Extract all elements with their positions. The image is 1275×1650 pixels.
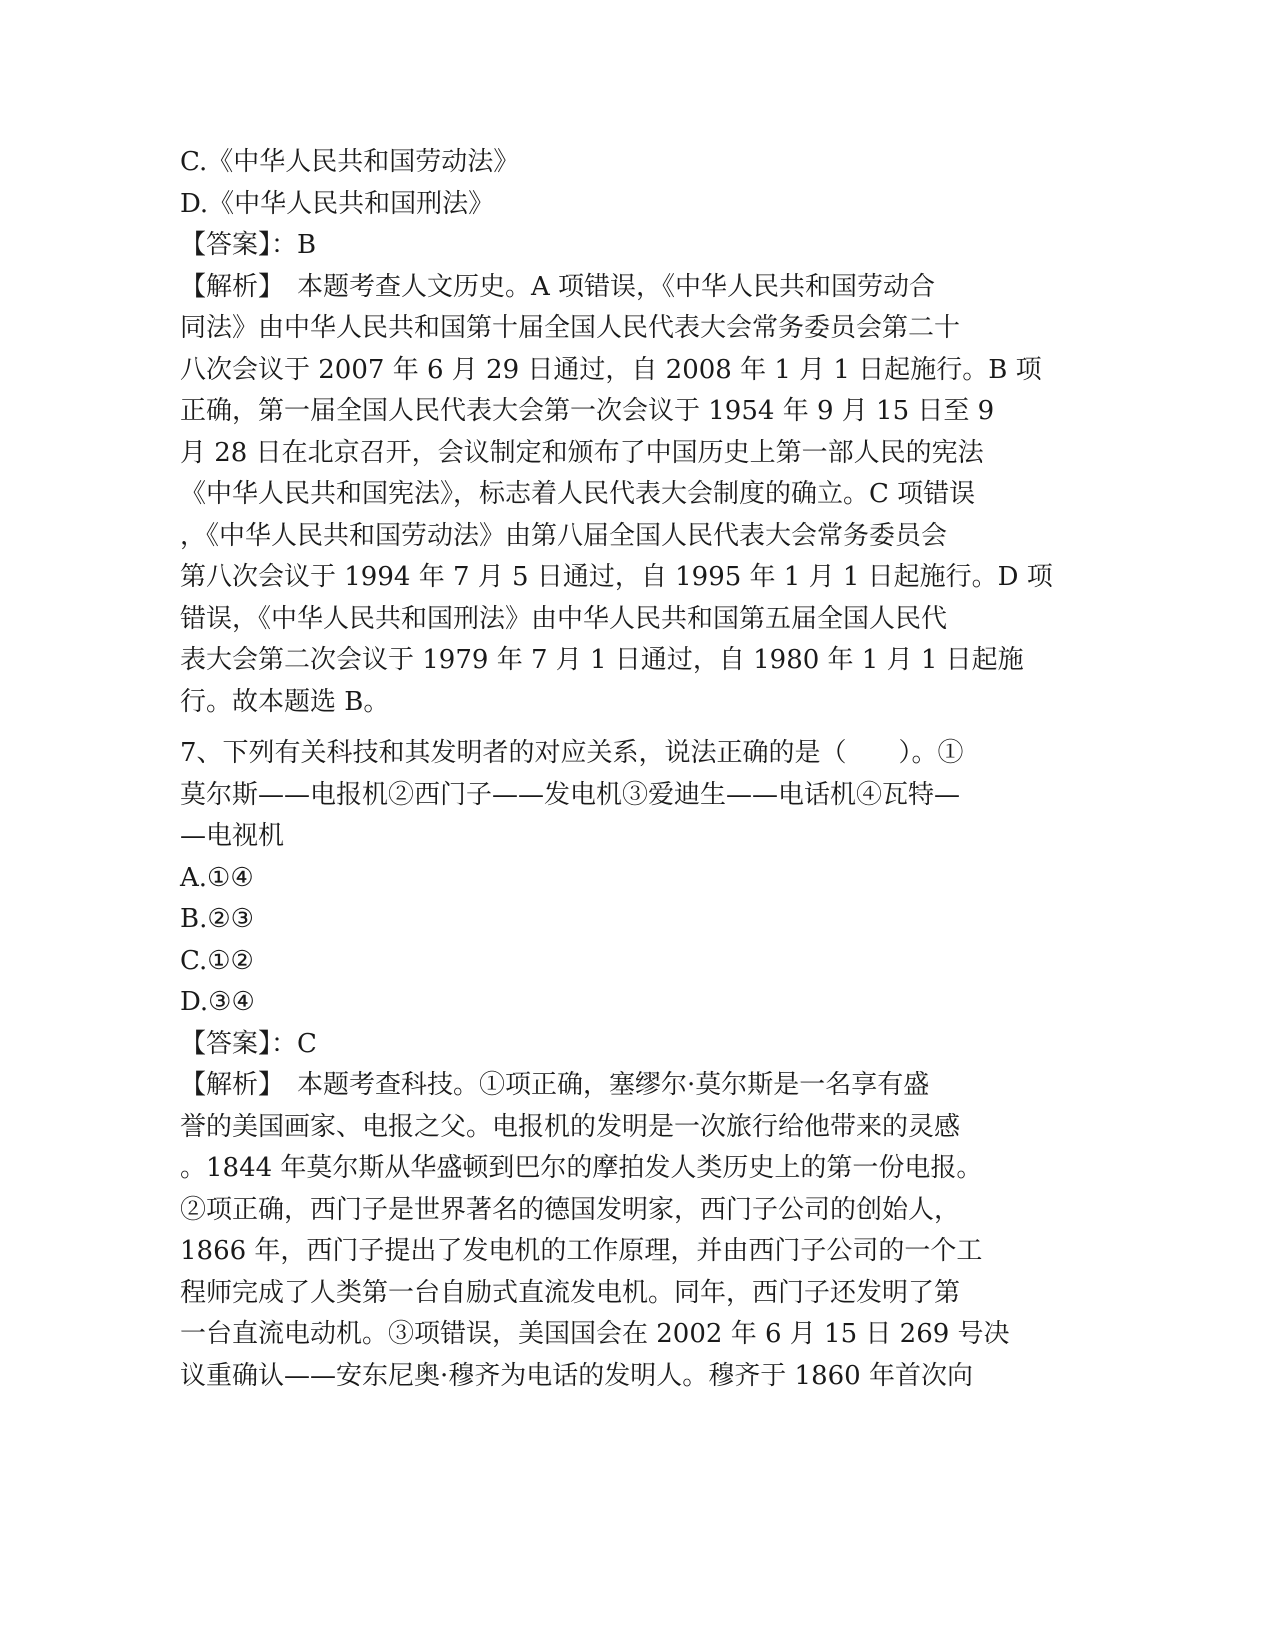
analysis-line: 第八次会议于 1994 年 7 月 5 日通过，自 1995 年 1 月 1 日起施行。D 项 <box>180 562 1053 592</box>
option-a: A.①④ <box>180 862 254 893</box>
answer-line: 【答案】：C <box>180 1028 317 1059</box>
analysis-line: 【解析】 本题考查科技。①项正确，塞缪尔·莫尔斯是一名享有盛 <box>180 1070 930 1100</box>
document-page <box>180 142 1053 1397</box>
option-d: D.《中华人民共和国刑法》 <box>180 188 495 219</box>
analysis-line: 《中华人民共和国宪法》，标志着人民代表大会制度的确立。C 项错误 <box>180 479 976 509</box>
analysis-line: 表大会第二次会议于 1979 年 7 月 1 日通过，自 1980 年 1 月 1 日起施 <box>180 645 1024 675</box>
analysis-line: 正确，第一届全国人民代表大会第一次会议于 1954 年 9 月 15 日至 9 <box>180 396 995 426</box>
analysis-line: 八次会议于 2007 年 6 月 29 日通过，自 2008 年 1 月 1 日起施行。B 项 <box>180 354 1042 385</box>
question-7 <box>180 733 1040 858</box>
analysis-line: 誉的美国画家、电报之父。电报机的发明是一次旅行给他带来的灵感 <box>180 1111 961 1142</box>
analysis-line: 议重确认——安东尼奥·穆齐为电话的发明人。穆齐于 1860 年首次向 <box>180 1360 973 1391</box>
analysis-line: 错误，《中华人民共和国刑法》由中华人民共和国第五届全国人民代 <box>180 603 948 634</box>
question-line: 7、下列有关科技和其发明者的对应关系，说法正确的是（ ）。① <box>180 738 964 768</box>
analysis-line: 同法》由中华人民共和国第十届全国人民代表大会常务委员会第二十 <box>180 313 961 343</box>
analysis-line: ，《中华人民共和国劳动法》由第八届全国人民代表大会常务委员会 <box>180 520 948 551</box>
analysis-block <box>180 1065 1040 1397</box>
analysis-line: 1866 年，西门子提出了发电机的工作原理，并由西门子公司的一个工 <box>180 1236 983 1266</box>
option-c: C.①② <box>180 945 254 976</box>
option-d: D.③④ <box>180 987 255 1017</box>
analysis-line: 。1844 年莫尔斯从华盛顿到巴尔的摩拍发人类历史上的第一份电报。 <box>180 1153 983 1183</box>
analysis-line: 行。故本题选 B。 <box>180 686 390 717</box>
answer-line: 【答案】：B <box>180 230 317 260</box>
analysis-line: ②项正确，西门子是世界著名的德国发明家，西门子公司的创始人， <box>180 1194 961 1225</box>
option-c: C.《中华人民共和国劳动法》 <box>180 147 520 177</box>
analysis-line: 【解析】 本题考查人文历史。A 项错误，《中华人民共和国劳动合 <box>180 271 936 302</box>
question-line: 莫尔斯——电报机②西门子——发电机③爱迪生——电话机④瓦特— <box>180 779 961 810</box>
analysis-line: 月 28 日在北京召开，会议制定和颁布了中国历史上第一部人民的宪法 <box>180 437 984 468</box>
question-line: —电视机 <box>180 821 285 851</box>
analysis-line: 程师完成了人类第一台自励式直流发电机。同年，西门子还发明了第 <box>180 1277 961 1308</box>
option-b: B.②③ <box>180 904 254 934</box>
analysis-block <box>180 267 1053 724</box>
analysis-line: 一台直流电动机。③项错误，美国国会在 2002 年 6 月 15 日 269 号决 <box>180 1319 1010 1349</box>
